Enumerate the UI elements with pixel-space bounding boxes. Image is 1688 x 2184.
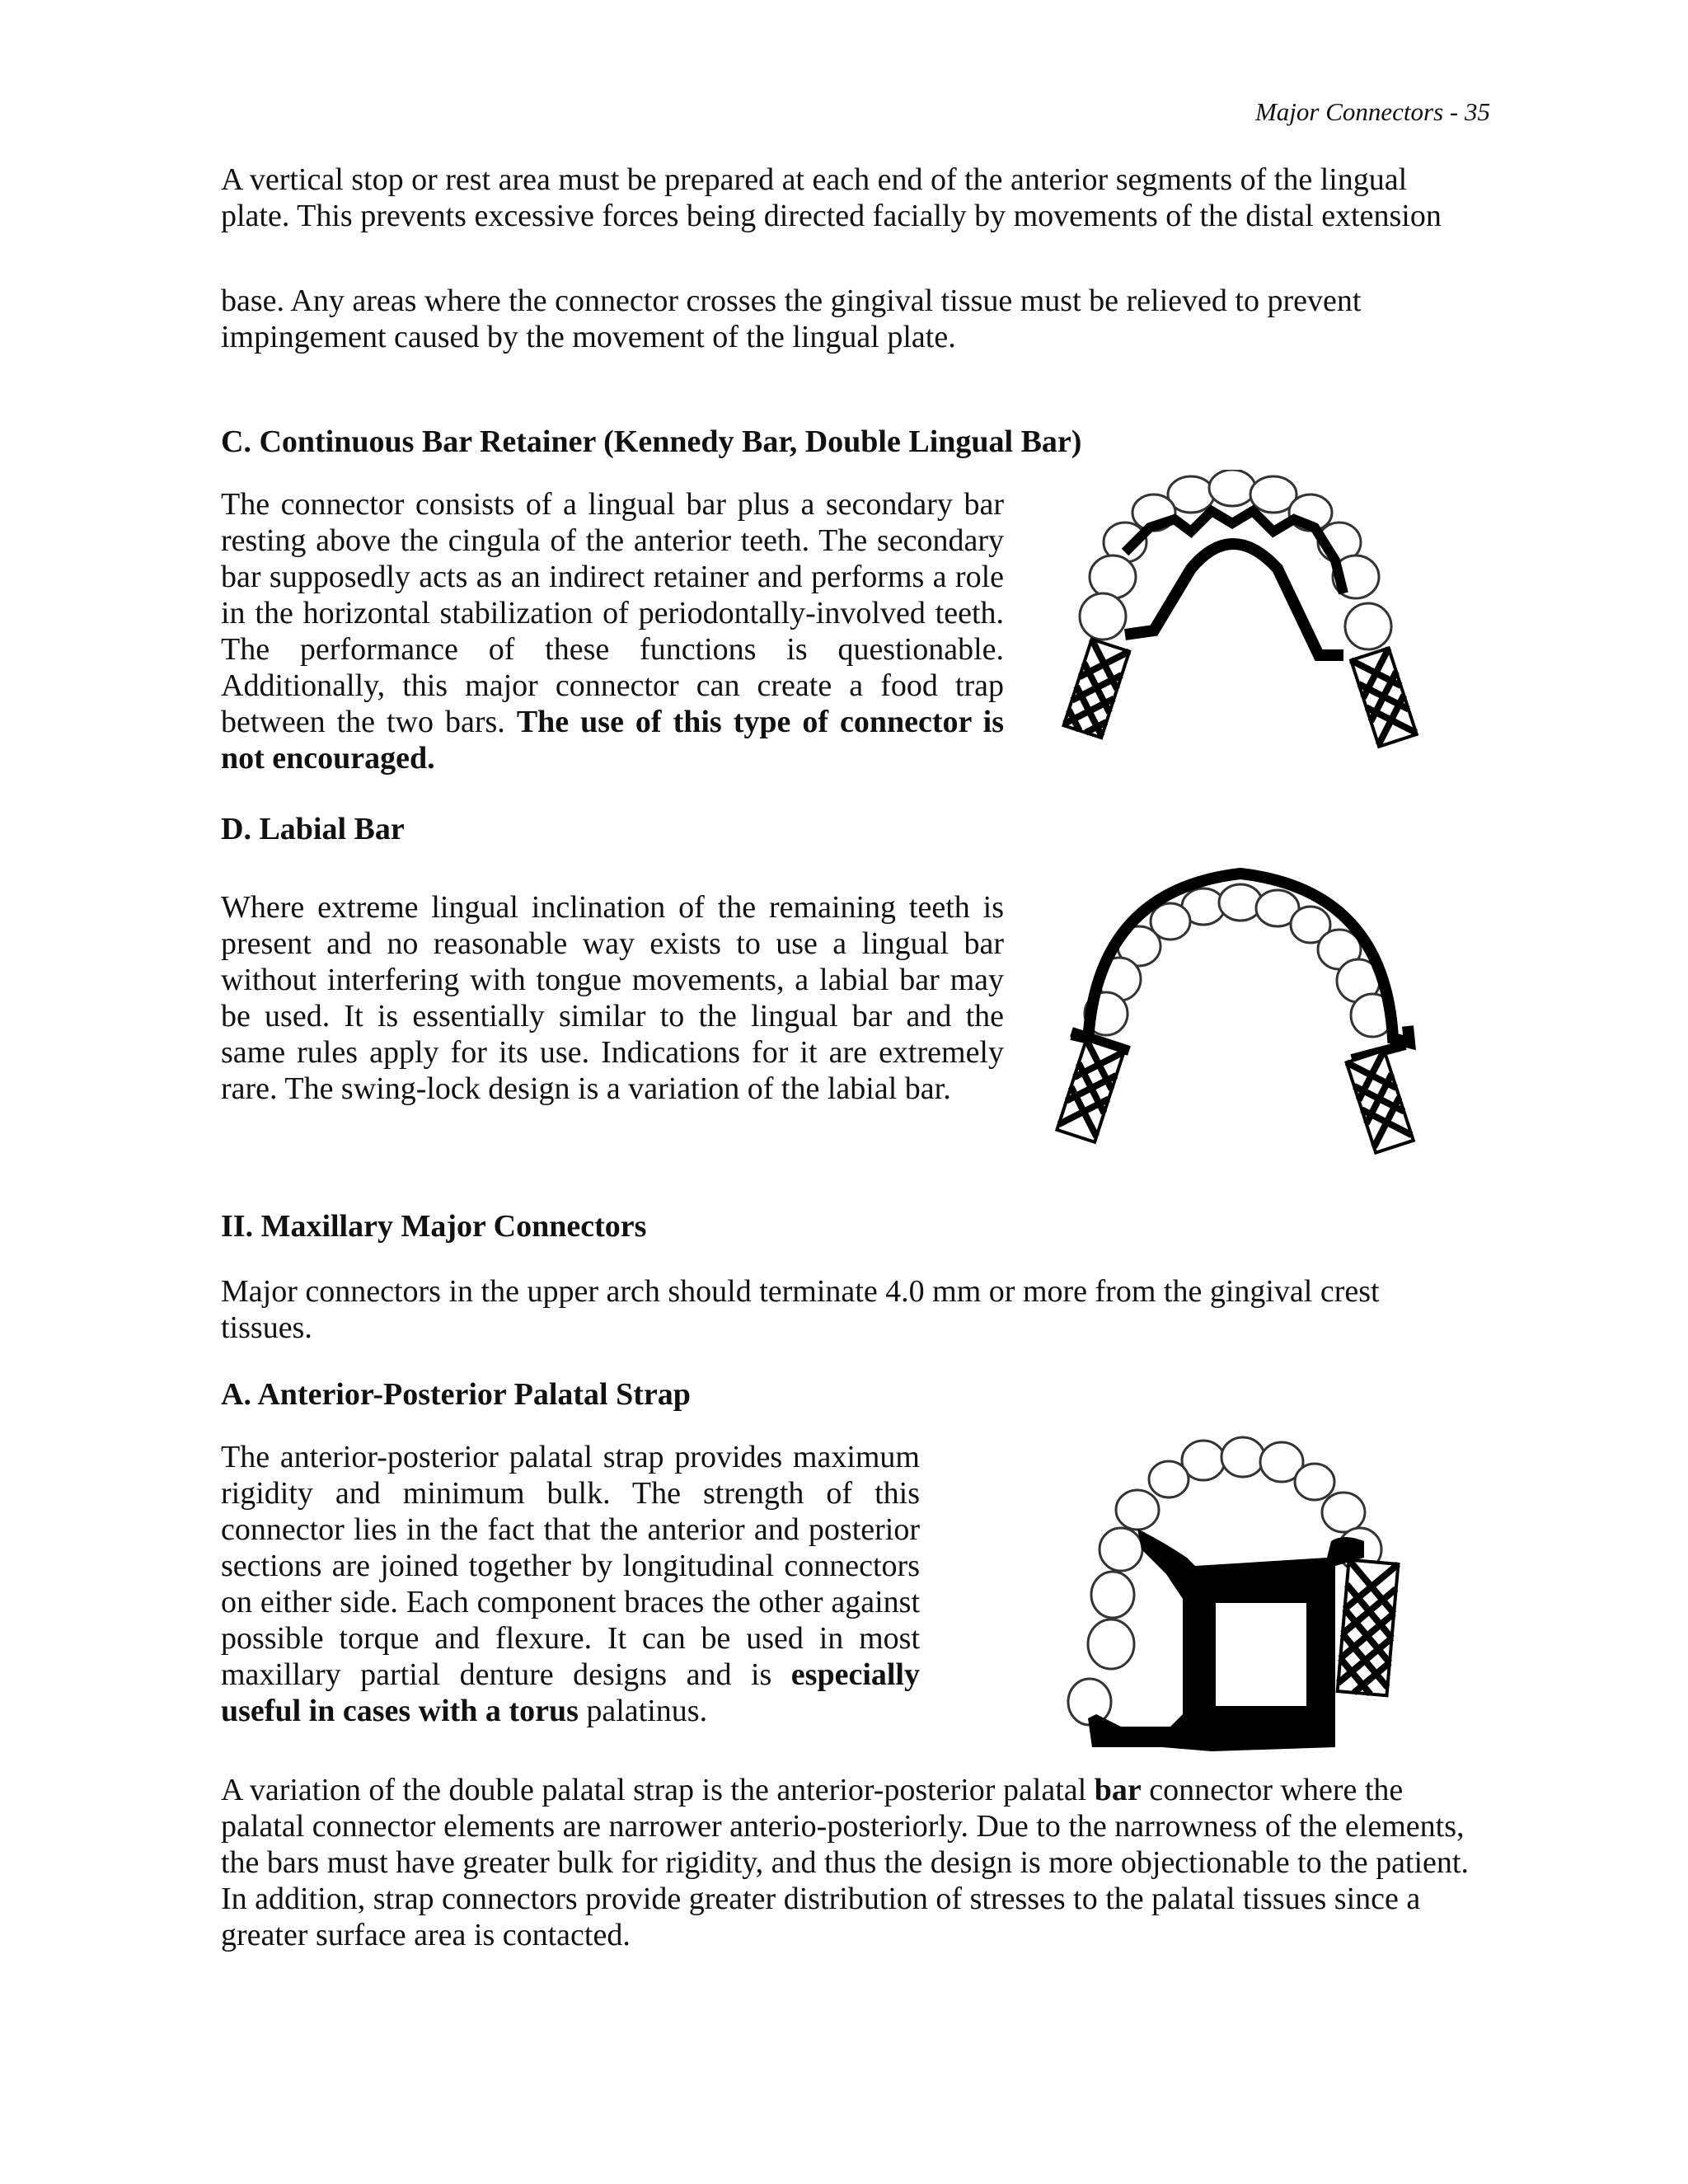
section-a-heading: A. Anterior-Posterior Palatal Strap <box>221 1377 691 1412</box>
palatal-strap-figure <box>1047 1434 1426 1755</box>
variation-text-start: A variation of the double palatal strap is the anterior-posterior palatal <box>221 1773 1095 1807</box>
variation-paragraph <box>221 1772 1482 1953</box>
section-c-heading: C. Continuous Bar Retainer (Kennedy Bar, Double Lingual Bar) <box>221 424 1082 459</box>
section-a-text-end: palatinus. <box>578 1694 708 1728</box>
section-d-heading: D. Labial Bar <box>221 812 405 846</box>
labial-bar-figure <box>1047 857 1434 1162</box>
section-a-bold-text: especially useful in cases with a torus <box>221 1657 920 1728</box>
section-c-body <box>221 486 1004 776</box>
section-ii-body: Major connectors in the upper arch should terminate 4.0 mm or more from the gingival crest tissues. <box>221 1274 1380 1345</box>
section-c-bold-text: The use of this type of connector is not encouraged. <box>221 705 1005 776</box>
lingual-plate-paragraph-2: base. Any areas where the connector crosses the gingival tissue must be relieved to prevent impingement caused by the movement of the lingual plate. <box>221 284 1362 354</box>
variation-text-end: connector where the palatal connector elements are narrower anterio-posteriorly. Due to the narrowness of the elements, the bars must have greater bulk for rigidity, and thus the design is more objectionable to the patient. In addition, strap connectors provide greater distribution of stresses to the palatal tissues since a greater surface area is contacted. <box>221 1773 1469 1952</box>
section-a-body <box>221 1439 920 1729</box>
section-d-body: Where extreme lingual inclination of the remaining teeth is present and no reasonable way exists to use a lingual bar without interfering with tongue movements, a labial bar may be used. It is essentially similar to the lingual bar and the same rules apply for its use. Indications for it are extremely rare. The swing-lock design is a variation of the labial bar. <box>221 890 1004 1106</box>
lingual-plate-paragraph-1: A vertical stop or rest area must be prepared at each end of the anterior segments of the lingual plate. This prevents excessive forces being directed facially by movements of the distal extension <box>221 162 1442 233</box>
section-ii-heading: II. Maxillary Major Connectors <box>221 1209 647 1244</box>
kennedy-bar-figure <box>1047 470 1434 758</box>
section-c-text: The connector consists of a lingual bar plus a secondary bar resting above the cingula of the anterior teeth. The secondary bar supposedly acts as an indirect retainer and performs a role in the horizontal stabilization of periodontally-involved teeth. The performance of these functions is questionable. Additionally, this major connector can create a food trap between the two bars. <box>221 487 1004 739</box>
running-header: Major Connectors - 35 <box>1254 97 1490 126</box>
section-a-text-start: The anterior-posterior palatal strap provides maximum rigidity and minimum bulk. The strength of this connector lies in the fact that the anterior and posterior sections are joined together by longitudinal connectors on either side. Each component braces the other against possible torque and flexure. It can be used in most maxillary partial denture designs and is <box>221 1440 920 1692</box>
variation-bold-text: bar <box>1094 1773 1142 1807</box>
